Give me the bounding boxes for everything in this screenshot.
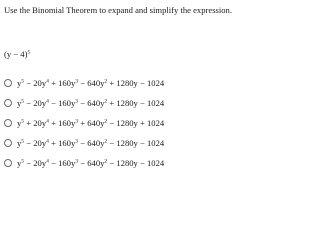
polynomial-term: + 1280y − 1024 — [107, 97, 165, 108]
answer-option-text — [17, 118, 164, 129]
polynomial-term: + 160y — [48, 137, 76, 148]
answer-option-4[interactable] — [4, 136, 164, 150]
expression-exponent: 5 — [27, 49, 31, 56]
term-exponent: 3 — [75, 98, 79, 104]
expression-base: (y − 4) — [4, 49, 28, 59]
term-exponent: 4 — [46, 78, 49, 84]
term-exponent: 5 — [21, 98, 25, 104]
polynomial-term: − 20y — [24, 157, 47, 168]
answer-option-text — [17, 98, 164, 109]
term-exponent: 4 — [46, 138, 49, 144]
term-exponent: 2 — [104, 118, 108, 124]
polynomial-term: − 1280y + 1024 — [107, 117, 165, 128]
term-exponent: 2 — [104, 138, 108, 144]
polynomial-term: − 160y — [48, 97, 76, 108]
binomial-expression — [4, 49, 30, 60]
polynomial-term: − 640y — [78, 137, 105, 148]
term-exponent: 5 — [21, 158, 25, 164]
polynomial-term: − 160y — [48, 157, 76, 168]
term-exponent: 3 — [75, 138, 79, 144]
polynomial-term: + 20y — [24, 117, 47, 128]
radio-button-icon[interactable] — [4, 79, 12, 87]
answer-option-5[interactable] — [4, 156, 164, 170]
polynomial-term: + 160y — [48, 77, 76, 88]
term-exponent: 4 — [46, 118, 49, 124]
term-exponent: 4 — [46, 98, 49, 104]
answer-option-3[interactable] — [4, 116, 164, 130]
radio-button-icon[interactable] — [4, 99, 12, 107]
polynomial-term: + 160y — [48, 117, 76, 128]
polynomial-term: + 1280y − 1024 — [107, 77, 165, 88]
term-exponent: 2 — [104, 78, 108, 84]
polynomial-term: y — [17, 137, 22, 148]
term-exponent: 2 — [104, 158, 108, 164]
polynomial-term: − 640y — [78, 157, 105, 168]
term-exponent: 5 — [21, 118, 25, 124]
polynomial-term: y — [17, 157, 22, 168]
polynomial-term: − 1280y − 1024 — [107, 157, 165, 168]
polynomial-term: − 640y — [78, 77, 105, 88]
polynomial-term: − 20y — [24, 77, 47, 88]
polynomial-term: y — [17, 117, 22, 128]
radio-button-icon[interactable] — [4, 159, 12, 167]
polynomial-term: − 20y — [24, 137, 47, 148]
term-exponent: 4 — [46, 158, 49, 164]
term-exponent: 5 — [21, 78, 25, 84]
term-exponent: 2 — [104, 98, 108, 104]
answer-option-text — [17, 138, 164, 149]
polynomial-term: − 20y — [24, 97, 47, 108]
term-exponent: 5 — [21, 138, 25, 144]
polynomial-term: + 640y — [78, 117, 105, 128]
answer-option-text — [17, 158, 164, 169]
answer-option-text — [17, 78, 164, 89]
answer-option-1[interactable] — [4, 76, 164, 90]
answer-option-2[interactable] — [4, 96, 164, 110]
term-exponent: 3 — [75, 78, 79, 84]
term-exponent: 3 — [75, 158, 79, 164]
polynomial-term: y — [17, 97, 22, 108]
polynomial-term: − 640y — [78, 97, 105, 108]
polynomial-term: − 1280y − 1024 — [107, 137, 165, 148]
radio-button-icon[interactable] — [4, 139, 12, 147]
question-instruction: Use the Binomial Theorem to expand and simplify the expression. — [4, 5, 233, 15]
radio-button-icon[interactable] — [4, 119, 12, 127]
term-exponent: 3 — [75, 118, 79, 124]
polynomial-term: y — [17, 77, 22, 88]
